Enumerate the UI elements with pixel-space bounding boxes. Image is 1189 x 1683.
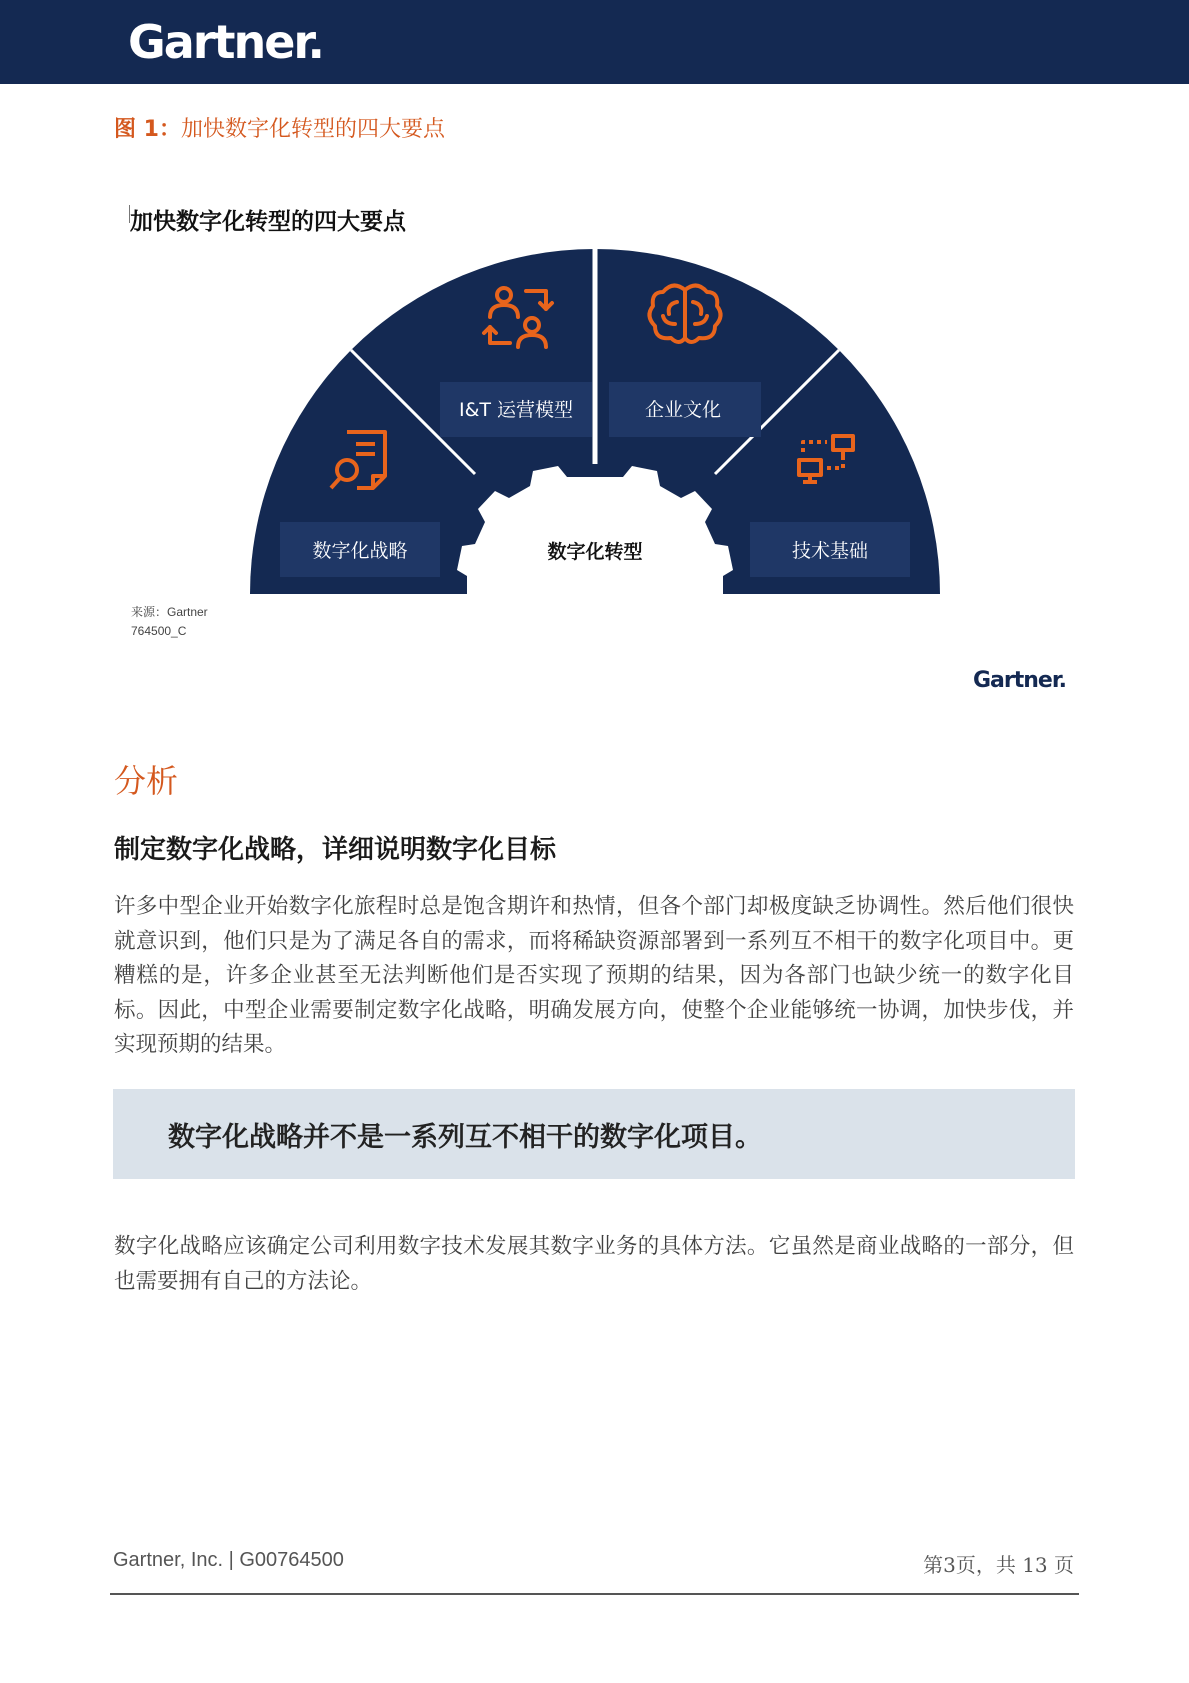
figure-source: 来源：Gartner [131,605,208,619]
callout-text: 数字化战略并不是一系列互不相干的数字化项目。 [168,1122,762,1153]
gartner-logo-small: Gartner. [973,668,1066,693]
figure-title: 加快数字化转型的四大要点 [130,209,406,235]
footer-document-id: Gartner, Inc. | G00764500 [113,1549,344,1571]
paragraph-2: 数字化战略应该确定公司利用数字技术发展其数字业务的具体方法。它虽然是商业战略的一部分，但也需要拥有自己的方法论。 [114,1234,1074,1294]
transformation-diagram [240,240,940,600]
segment-label-culture: 企业文化 [644,399,722,421]
section-heading: 分析 [114,762,179,800]
segment-label-tech-foundation: 技术基础 [791,540,869,562]
figure-caption-text: 加快数字化转型的四大要点 [180,117,445,142]
footer-page-number: 第3页，共 13 页 [923,1553,1074,1577]
figure-id: 764500_C [131,624,187,638]
footer-divider [110,1593,1079,1595]
paragraph-1: 许多中型企业开始数字化旅程时总是饱含期许和热情，但各个部门却极度缺乏协调性。然后他们很快就意识到，他们只是为了满足各自的需求，而将稀缺资源部署到一系列互不相干的数字化项目中。更糟糕的是，许多企业甚至无法判断他们是否实现了预期的结果，因为各部门也缺少统一的数字化目标。因此，中型企业需要制定数字化战略，明确发展方向，使整个企业能够统一协调，加快步伐，并实现预期的结果。 [114,894,1074,1057]
figure-caption [114,112,445,143]
figure-caption-prefix: 图 1： [114,117,181,142]
sub-heading: 制定数字化战略，详细说明数字化目标 [114,835,557,865]
segment-label-operating-model: I&T 运营模型 [458,399,574,421]
header-bar [0,0,1189,84]
callout-box [113,1089,1075,1179]
segment-label-strategy: 数字化战略 [312,540,408,562]
gartner-logo: Gartner. [128,15,324,69]
center-label: 数字化转型 [547,541,643,563]
